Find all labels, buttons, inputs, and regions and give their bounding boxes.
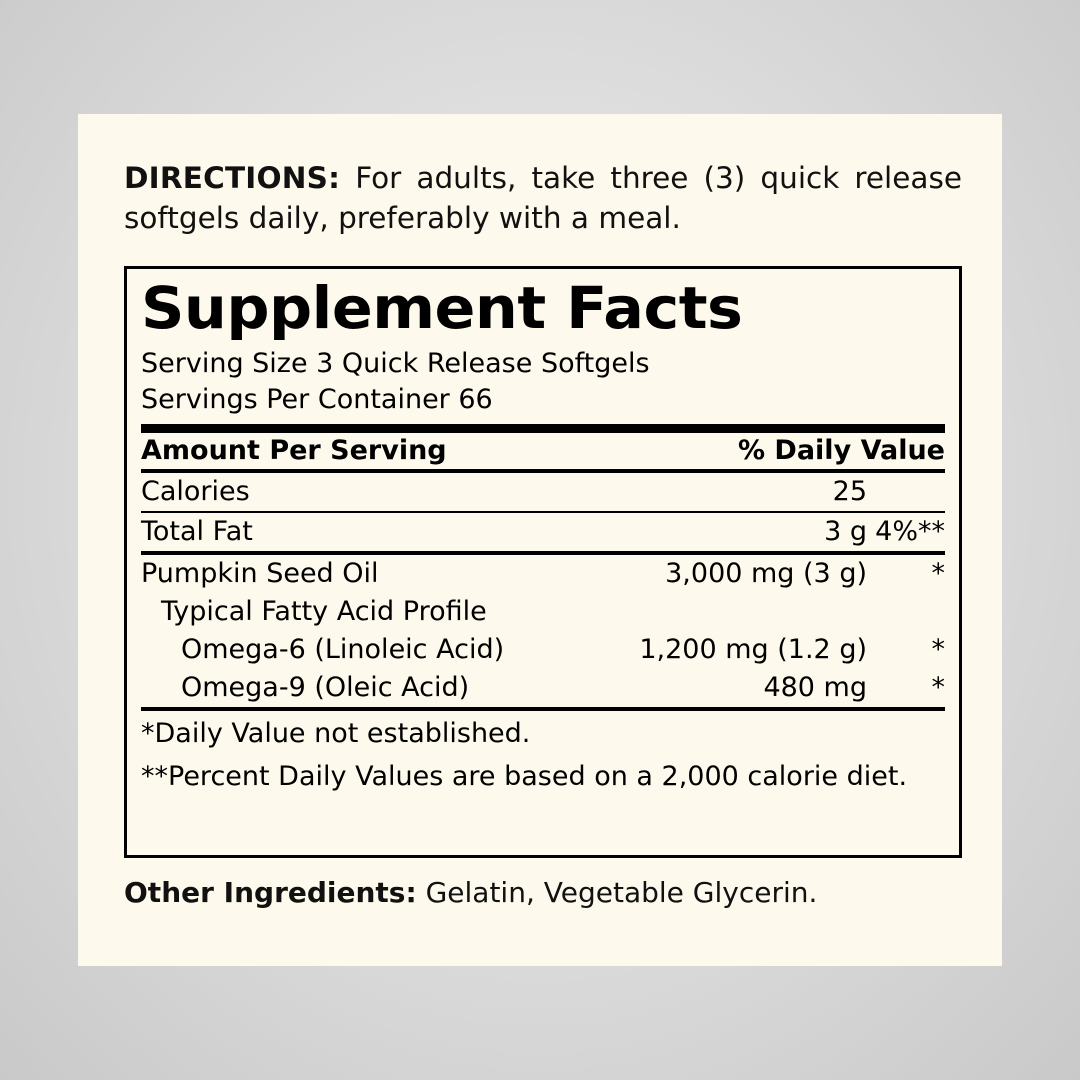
row-amount: 3 g: [824, 516, 867, 548]
footnote-daily-value: *Daily Value not established.: [141, 718, 531, 750]
row-name: Calories: [141, 476, 250, 508]
row-dv: *: [931, 558, 945, 590]
directions-block: [124, 158, 962, 238]
serving-size: Serving Size 3 Quick Release Softgels: [141, 347, 650, 379]
other-ingredients-label: Other Ingredients:: [124, 876, 417, 909]
row-amount: 3,000 mg (3 g): [665, 558, 867, 590]
row-dv: 4%**: [875, 516, 945, 548]
row-amount: 25: [832, 476, 867, 508]
directions-label: DIRECTIONS:: [124, 161, 341, 195]
row-amount: 1,200 mg (1.2 g): [639, 634, 867, 666]
directions-text: For adults, take three (3) quick release softgels daily, preferably with a meal.: [124, 161, 962, 236]
row-dv: *: [931, 634, 945, 666]
row-dv: *: [931, 672, 945, 704]
daily-value-header: % Daily Value: [737, 435, 945, 467]
row-name: Pumpkin Seed Oil: [141, 558, 379, 590]
divider-heavy: [141, 424, 945, 433]
table-row: [141, 593, 945, 631]
table-row: [141, 513, 945, 551]
supplement-facts-box: [124, 266, 962, 858]
other-ingredients-text: Gelatin, Vegetable Glycerin.: [425, 876, 818, 909]
row-name: Total Fat: [141, 516, 253, 548]
footnote-percent-daily-values: **Percent Daily Values are based on a 2,000 calorie diet.: [141, 760, 908, 792]
table-row: [141, 555, 945, 593]
table-row: [141, 669, 945, 707]
row-name: Typical Fatty Acid Profile: [161, 596, 487, 628]
table-header-row: [141, 433, 945, 469]
supplement-facts-title: Supplement Facts: [141, 274, 743, 342]
row-name: Omega-9 (Oleic Acid): [181, 672, 470, 704]
row-name: Omega-6 (Linoleic Acid): [181, 634, 505, 666]
table-row: [141, 631, 945, 669]
supplement-label-panel: [78, 114, 1002, 966]
servings-per-container: Servings Per Container 66: [141, 383, 493, 415]
table-row: [141, 473, 945, 511]
amount-per-serving-header: Amount Per Serving: [141, 435, 447, 467]
row-amount: 480 mg: [763, 672, 867, 704]
other-ingredients-block: [124, 876, 974, 909]
